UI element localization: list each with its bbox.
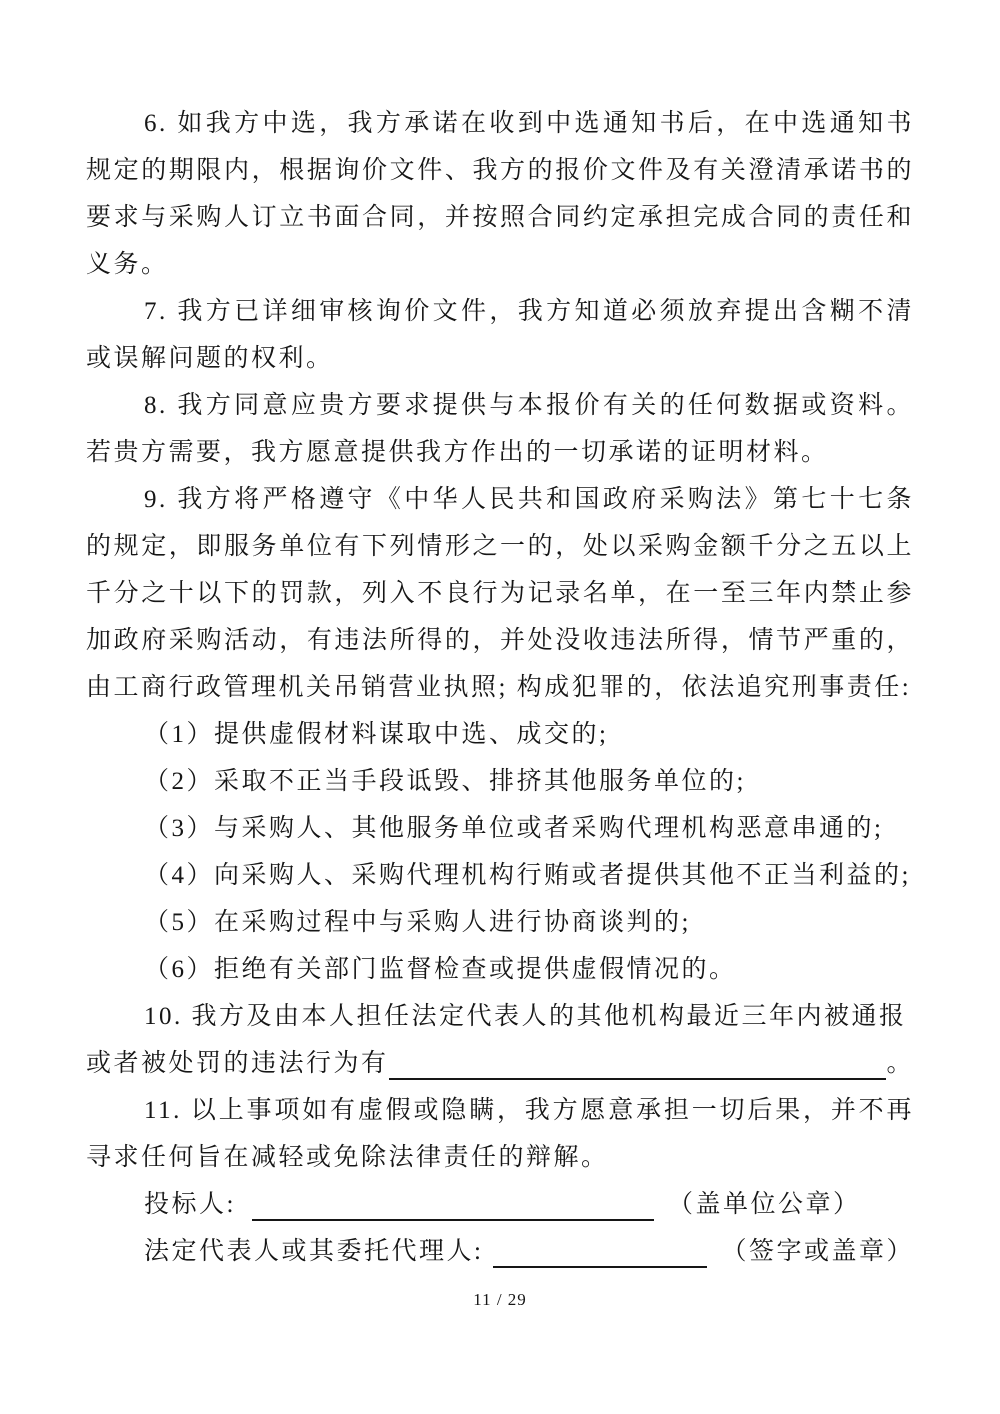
page-footer (0, 1290, 1000, 1310)
clause-paragraph-8: 8. 我方同意应贵方要求提供与本报价有关的任何数据或资料。若贵方需要，我方愿意提供我方作出的一切承诺的证明材料。 (86, 392, 914, 466)
bidder-name-field[interactable] (252, 1219, 654, 1221)
clause-paragraph-11: 11. 以上事项如有虚假或隐瞒，我方愿意承担一切后果，并不再寻求任何旨在减轻或免除法律责任的辩解。 (86, 1097, 914, 1171)
violation-item-2: （2）采取不正当手段诋毁、排挤其他服务单位的; (144, 768, 746, 795)
page-number: 11 / 29 (473, 1290, 527, 1309)
clause-10-line-1: 10. 我方及由本人担任法定代表人的其他机构最近三年内被通报 (144, 1003, 907, 1030)
violation-item-4: （4）向采购人、采购代理机构行贿或者提供其他不正当利益的; (144, 862, 911, 889)
violation-item-6: （6）拒绝有关部门监督检查或提供虚假情况的。 (144, 956, 737, 983)
bidder-signature-row (86, 1181, 914, 1228)
clause-paragraph-6: 6. 如我方中选，我方承诺在收到中选通知书后，在中选通知书规定的期限内，根据询价文件、我方的报价文件及有关澄清承诺书的要求与采购人订立书面合同，并按照合同约定承担完成合同的责任和义务。 (86, 110, 914, 278)
violation-item-5: （5）在采购过程中与采购人进行协商谈判的; (144, 909, 691, 936)
bidder-seal-note: （盖单位公章） (667, 1191, 861, 1218)
document-body (86, 100, 914, 1275)
clause-paragraph-7: 7. 我方已详细审核询价文件，我方知道必须放弃提出含糊不清或误解问题的权利。 (86, 298, 914, 372)
representative-label: 法定代表人或其委托代理人: (144, 1238, 484, 1265)
violation-item-1: （1）提供虚假材料谋取中选、成交的; (144, 721, 609, 748)
clause-10-period: 。 (886, 1050, 914, 1077)
representative-signature-row (86, 1228, 914, 1275)
bidder-label: 投标人: (144, 1191, 236, 1218)
representative-name-field[interactable] (493, 1266, 707, 1268)
violation-record-blank-field[interactable] (389, 1078, 887, 1080)
clause-10-line-2 (86, 1040, 914, 1087)
clause-10-prefix: 或者被处罚的违法行为有 (86, 1050, 389, 1077)
representative-seal-note: （签字或盖章） (721, 1238, 914, 1265)
violation-item-3: （3）与采购人、其他服务单位或者采购代理机构恶意串通的; (144, 815, 884, 842)
clause-paragraph-9: 9. 我方将严格遵守《中华人民共和国政府采购法》第七十七条的规定，即服务单位有下列情形之一的，处以采购金额千分之五以上千分之十以下的罚款，列入不良行为记录名单，在一至三年内禁止参加政府采购活动，有违法所得的，并处没收违法所得，情节严重的，由工商行政管理机关吊销营业执照; 构成犯罪的，依法追究刑事责任: (86, 486, 914, 701)
